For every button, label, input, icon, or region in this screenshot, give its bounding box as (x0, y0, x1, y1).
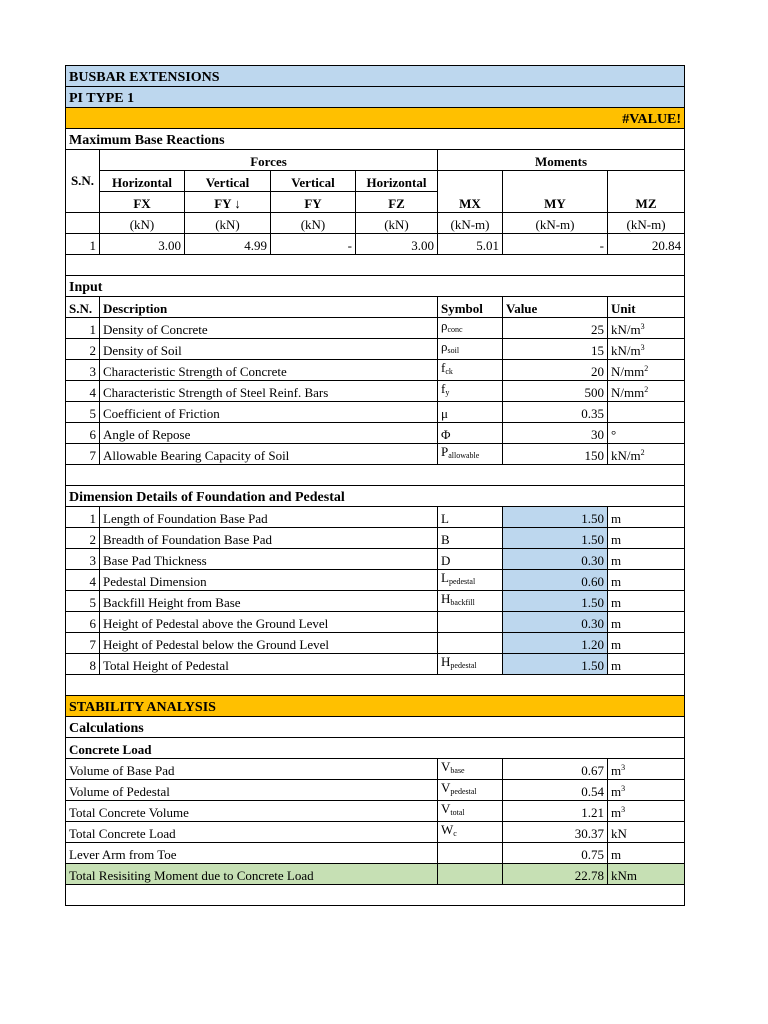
dim-row-1-symbol (438, 507, 503, 528)
dim-row-2-description: Breadth of Foundation Base Pad (100, 528, 438, 549)
input-row-7-symbol (438, 444, 503, 465)
table-row (66, 402, 685, 423)
stability-rows (66, 759, 685, 864)
col-mz: MZ (608, 192, 685, 213)
dim-row-1-unit-text: m (611, 511, 622, 526)
input-row-7-sn: 7 (66, 444, 100, 465)
table-row (66, 339, 685, 360)
table-row (66, 801, 685, 822)
dim-row-7-value[interactable]: 1.20 (503, 633, 608, 654)
stab-row-5-unit-text: m (611, 847, 622, 862)
dim-row-4-symbol (438, 570, 503, 591)
input-rows (66, 318, 685, 465)
table-row (66, 570, 685, 591)
dim-row-6-symbol (438, 612, 503, 633)
reaction-my[interactable]: - (503, 234, 608, 255)
input-desc-header: Description (100, 297, 438, 318)
stab-row-4-symbol (438, 822, 503, 843)
stab-row-4-value[interactable]: 30.37 (503, 822, 608, 843)
input-row-1-description: Density of Concrete (100, 318, 438, 339)
input-row-4-unit (608, 381, 685, 402)
input-row-7-symbol-main: P (441, 444, 449, 459)
dim-row-4-unit-text: m (611, 574, 622, 589)
total-moment-unit: kNm (608, 864, 685, 885)
stability-title: STABILITY ANALYSIS (66, 696, 685, 717)
dim-row-4-description: Pedestal Dimension (100, 570, 438, 591)
stab-row-4-unit-text: kN (611, 826, 627, 841)
input-row-2-symbol-main: ρ (441, 339, 448, 354)
input-row-5-value[interactable]: 0.35 (503, 402, 608, 423)
input-row-5-unit (608, 402, 685, 423)
dim-row-6-value[interactable]: 0.30 (503, 612, 608, 633)
forces-header: Forces (100, 150, 438, 171)
table-row (66, 444, 685, 465)
dim-row-2-unit (608, 528, 685, 549)
dim-row-1-symbol-main: L (441, 511, 449, 526)
dimensions-title: Dimension Details of Foundation and Pedestal (66, 486, 685, 507)
input-row-5-description: Coefficient of Friction (100, 402, 438, 423)
dim-row-2-symbol (438, 528, 503, 549)
dim-row-5-sn: 5 (66, 591, 100, 612)
input-row-3-value[interactable]: 20 (503, 360, 608, 381)
input-row-6-sn: 6 (66, 423, 100, 444)
stab-row-3-symbol (438, 801, 503, 822)
input-row-2-sn: 2 (66, 339, 100, 360)
total-moment-label: Total Resisiting Moment due to Concrete Load (66, 864, 438, 885)
spacer-row (66, 255, 685, 276)
dim-row-6-unit (608, 612, 685, 633)
stab-row-1-description: Volume of Base Pad (66, 759, 438, 780)
input-row-1-unit-text: kN/m (611, 322, 641, 337)
input-unit-header: Unit (608, 297, 685, 318)
force-dir-fy-down: Vertical (185, 171, 271, 192)
table-row (66, 507, 685, 528)
dim-row-5-symbol-sub: backfill (450, 598, 475, 607)
stab-row-3-unit-sup: 3 (621, 805, 626, 814)
input-row-6-value[interactable]: 30 (503, 423, 608, 444)
dim-row-3-description: Base Pad Thickness (100, 549, 438, 570)
dim-row-8-symbol-sub: pedestal (450, 661, 477, 670)
input-row-4-symbol (438, 381, 503, 402)
dim-row-7-unit-text: m (611, 637, 622, 652)
reaction-sn[interactable]: 1 (66, 234, 100, 255)
col-fz: FZ (356, 192, 438, 213)
reaction-fy-down[interactable]: 4.99 (185, 234, 271, 255)
stab-row-1-unit (608, 759, 685, 780)
input-row-1-value[interactable]: 25 (503, 318, 608, 339)
dim-row-7-sn: 7 (66, 633, 100, 654)
input-row-2-symbol-sub: soil (447, 346, 460, 355)
table-row (66, 318, 685, 339)
unit-fx: (kN) (100, 213, 185, 234)
stab-row-3-unit-text: m (611, 805, 622, 820)
dim-row-7-unit (608, 633, 685, 654)
moments-header: Moments (438, 150, 685, 171)
sheet-subtitle: PI TYPE 1 (66, 87, 685, 108)
input-row-4-sn: 4 (66, 381, 100, 402)
input-sn-header: S.N. (66, 297, 100, 318)
table-row (66, 759, 685, 780)
dim-row-2-symbol-main: B (441, 532, 450, 547)
input-row-5-symbol-main: μ (441, 406, 448, 421)
input-row-4-description: Characteristic Strength of Steel Reinf. Bars (100, 381, 438, 402)
error-cell[interactable]: #VALUE! (66, 108, 685, 129)
table-row (66, 549, 685, 570)
stab-row-1-symbol-sub: base (450, 766, 465, 775)
table-row (66, 360, 685, 381)
dim-row-2-unit-text: m (611, 532, 622, 547)
calculation-sheet (65, 65, 685, 906)
dim-row-3-value[interactable]: 0.30 (503, 549, 608, 570)
stab-row-1-unit-text: m (611, 763, 622, 778)
input-row-6-unit-text: ° (611, 427, 617, 442)
input-row-6-unit (608, 423, 685, 444)
col-my: MY (503, 192, 608, 213)
dim-row-8-sn: 8 (66, 654, 100, 675)
unit-fy-down: (kN) (185, 213, 271, 234)
input-row-7-unit-sup: 2 (640, 448, 645, 457)
table-row (66, 612, 685, 633)
input-row-1-sn: 1 (66, 318, 100, 339)
input-row-1-symbol-sub: conc (447, 325, 463, 334)
stab-row-4-description: Total Concrete Load (66, 822, 438, 843)
force-dir-fx: Horizontal (100, 171, 185, 192)
input-row-3-symbol (438, 360, 503, 381)
dim-row-5-description: Backfill Height from Base (100, 591, 438, 612)
input-row-7-description: Allowable Bearing Capacity of Soil (100, 444, 438, 465)
dim-row-6-description: Height of Pedestal above the Ground Level (100, 612, 438, 633)
input-row-2-unit (608, 339, 685, 360)
table-row (66, 381, 685, 402)
unit-fz: (kN) (356, 213, 438, 234)
dim-row-8-symbol-main: H (441, 654, 451, 669)
dim-row-5-value[interactable]: 1.50 (503, 591, 608, 612)
stab-row-2-symbol (438, 780, 503, 801)
dim-row-8-unit-text: m (611, 658, 622, 673)
spacer-row (66, 675, 685, 696)
input-row-4-unit-text: N/mm (611, 385, 645, 400)
stab-row-3-description: Total Concrete Volume (66, 801, 438, 822)
dim-row-8-unit (608, 654, 685, 675)
input-title: Input (66, 276, 685, 297)
input-row-7-symbol-sub: allowable (448, 451, 480, 460)
dim-row-3-sn: 3 (66, 549, 100, 570)
input-row-5-symbol (438, 402, 503, 423)
unit-fy: (kN) (271, 213, 356, 234)
input-row-6-symbol (438, 423, 503, 444)
stab-row-2-unit-sup: 3 (621, 784, 626, 793)
dim-row-1-value[interactable]: 1.50 (503, 507, 608, 528)
input-value-header: Value (503, 297, 608, 318)
dim-row-6-unit-text: m (611, 616, 622, 631)
stab-row-2-description: Volume of Pedestal (66, 780, 438, 801)
input-row-4-unit-sup: 2 (644, 385, 649, 394)
stab-row-2-value[interactable]: 0.54 (503, 780, 608, 801)
dim-row-6-sn: 6 (66, 612, 100, 633)
dim-row-4-symbol-main: L (441, 570, 449, 585)
dim-row-5-symbol-main: H (441, 591, 451, 606)
table-row (66, 528, 685, 549)
stab-row-5-description: Lever Arm from Toe (66, 843, 438, 864)
dimension-rows (66, 507, 685, 675)
spacer-row (66, 465, 685, 486)
dim-row-8-description: Total Height of Pedestal (100, 654, 438, 675)
input-row-4-value[interactable]: 500 (503, 381, 608, 402)
stab-row-1-symbol-main: V (441, 759, 451, 774)
input-symbol-header: Symbol (438, 297, 503, 318)
input-row-2-description: Density of Soil (100, 339, 438, 360)
table-row (66, 780, 685, 801)
dim-row-5-symbol (438, 591, 503, 612)
dim-row-5-unit (608, 591, 685, 612)
dim-row-4-value[interactable]: 0.60 (503, 570, 608, 591)
dim-row-3-unit-text: m (611, 553, 622, 568)
input-row-1-symbol-main: ρ (441, 318, 448, 333)
reaction-fy[interactable]: - (271, 234, 356, 255)
dim-row-8-value[interactable]: 1.50 (503, 654, 608, 675)
total-moment-symbol (438, 864, 503, 885)
input-row-3-sn: 3 (66, 360, 100, 381)
concrete-load-label: Concrete Load (66, 738, 685, 759)
input-row-7-value[interactable]: 150 (503, 444, 608, 465)
spreadsheet (65, 65, 684, 906)
table-row (66, 591, 685, 612)
dim-row-7-symbol (438, 633, 503, 654)
dim-row-1-unit (608, 507, 685, 528)
reactions-title: Maximum Base Reactions (66, 129, 685, 150)
stab-row-4-symbol-sub: c (453, 829, 457, 838)
dim-row-7-description: Height of Pedestal below the Ground Level (100, 633, 438, 654)
col-mx: MX (438, 192, 503, 213)
input-row-6-symbol-main: Φ (441, 427, 451, 442)
unit-my: (kN-m) (503, 213, 608, 234)
dim-row-3-symbol-main: D (441, 553, 451, 568)
input-row-1-unit-sup: 3 (640, 322, 645, 331)
sn-header: S.N. (66, 150, 100, 213)
stab-row-1-symbol (438, 759, 503, 780)
reaction-mz[interactable]: 20.84 (608, 234, 685, 255)
input-row-4-symbol-main: f (441, 381, 446, 396)
dim-row-5-unit-text: m (611, 595, 622, 610)
col-fx: FX (100, 192, 185, 213)
stab-row-2-unit (608, 780, 685, 801)
dim-row-4-symbol-sub: pedestal (448, 577, 476, 586)
dim-row-2-sn: 2 (66, 528, 100, 549)
dim-row-8-symbol (438, 654, 503, 675)
stab-row-5-symbol (438, 843, 503, 864)
stab-row-1-unit-sup: 3 (621, 763, 626, 772)
input-row-2-value[interactable]: 15 (503, 339, 608, 360)
stab-row-3-symbol-main: V (441, 801, 451, 816)
stab-row-5-unit (608, 843, 685, 864)
dim-row-3-symbol (438, 549, 503, 570)
input-row-3-symbol-main: f (441, 360, 446, 375)
col-fy-down: FY ↓ (185, 192, 271, 213)
reaction-fx[interactable]: 3.00 (100, 234, 185, 255)
dim-row-1-description: Length of Foundation Base Pad (100, 507, 438, 528)
dim-row-1-sn: 1 (66, 507, 100, 528)
stab-row-1-value[interactable]: 0.67 (503, 759, 608, 780)
input-row-1-symbol (438, 318, 503, 339)
force-dir-fy: Vertical (271, 171, 356, 192)
input-row-3-description: Characteristic Strength of Concrete (100, 360, 438, 381)
input-row-2-symbol (438, 339, 503, 360)
unit-mz: (kN-m) (608, 213, 685, 234)
table-row (66, 843, 685, 864)
sheet-title: BUSBAR EXTENSIONS (66, 66, 685, 87)
table-row (66, 654, 685, 675)
input-row-7-unit-text: kN/m (611, 448, 641, 463)
input-row-3-unit-text: N/mm (611, 364, 645, 379)
stab-row-4-unit (608, 822, 685, 843)
stab-row-2-symbol-sub: pedestal (450, 787, 477, 796)
col-fy: FY (271, 192, 356, 213)
input-row-5-sn: 5 (66, 402, 100, 423)
dim-row-4-unit (608, 570, 685, 591)
stab-row-3-value[interactable]: 1.21 (503, 801, 608, 822)
input-row-2-unit-sup: 3 (640, 343, 645, 352)
table-row (66, 633, 685, 654)
input-row-7-unit (608, 444, 685, 465)
table-row (66, 423, 685, 444)
stab-row-2-symbol-main: V (441, 780, 451, 795)
reaction-mx[interactable]: 5.01 (438, 234, 503, 255)
table-row (66, 822, 685, 843)
calculations-label: Calculations (66, 717, 685, 738)
stab-row-2-unit-text: m (611, 784, 622, 799)
input-row-1-unit (608, 318, 685, 339)
input-row-2-unit-text: kN/m (611, 343, 641, 358)
total-moment-value[interactable]: 22.78 (503, 864, 608, 885)
stab-row-3-symbol-sub: total (450, 808, 465, 817)
input-row-3-unit (608, 360, 685, 381)
reaction-fz[interactable]: 3.00 (356, 234, 438, 255)
force-dir-fz: Horizontal (356, 171, 438, 192)
dim-row-2-value[interactable]: 1.50 (503, 528, 608, 549)
stab-row-5-value[interactable]: 0.75 (503, 843, 608, 864)
input-row-4-symbol-sub: y (445, 388, 450, 397)
dim-row-3-unit (608, 549, 685, 570)
input-row-3-unit-sup: 2 (644, 364, 649, 373)
spacer-row (66, 885, 685, 906)
input-row-3-symbol-sub: ck (445, 367, 453, 376)
input-row-6-description: Angle of Repose (100, 423, 438, 444)
stab-row-4-symbol-main: W (441, 822, 454, 837)
unit-mx: (kN-m) (438, 213, 503, 234)
dim-row-4-sn: 4 (66, 570, 100, 591)
stab-row-3-unit (608, 801, 685, 822)
